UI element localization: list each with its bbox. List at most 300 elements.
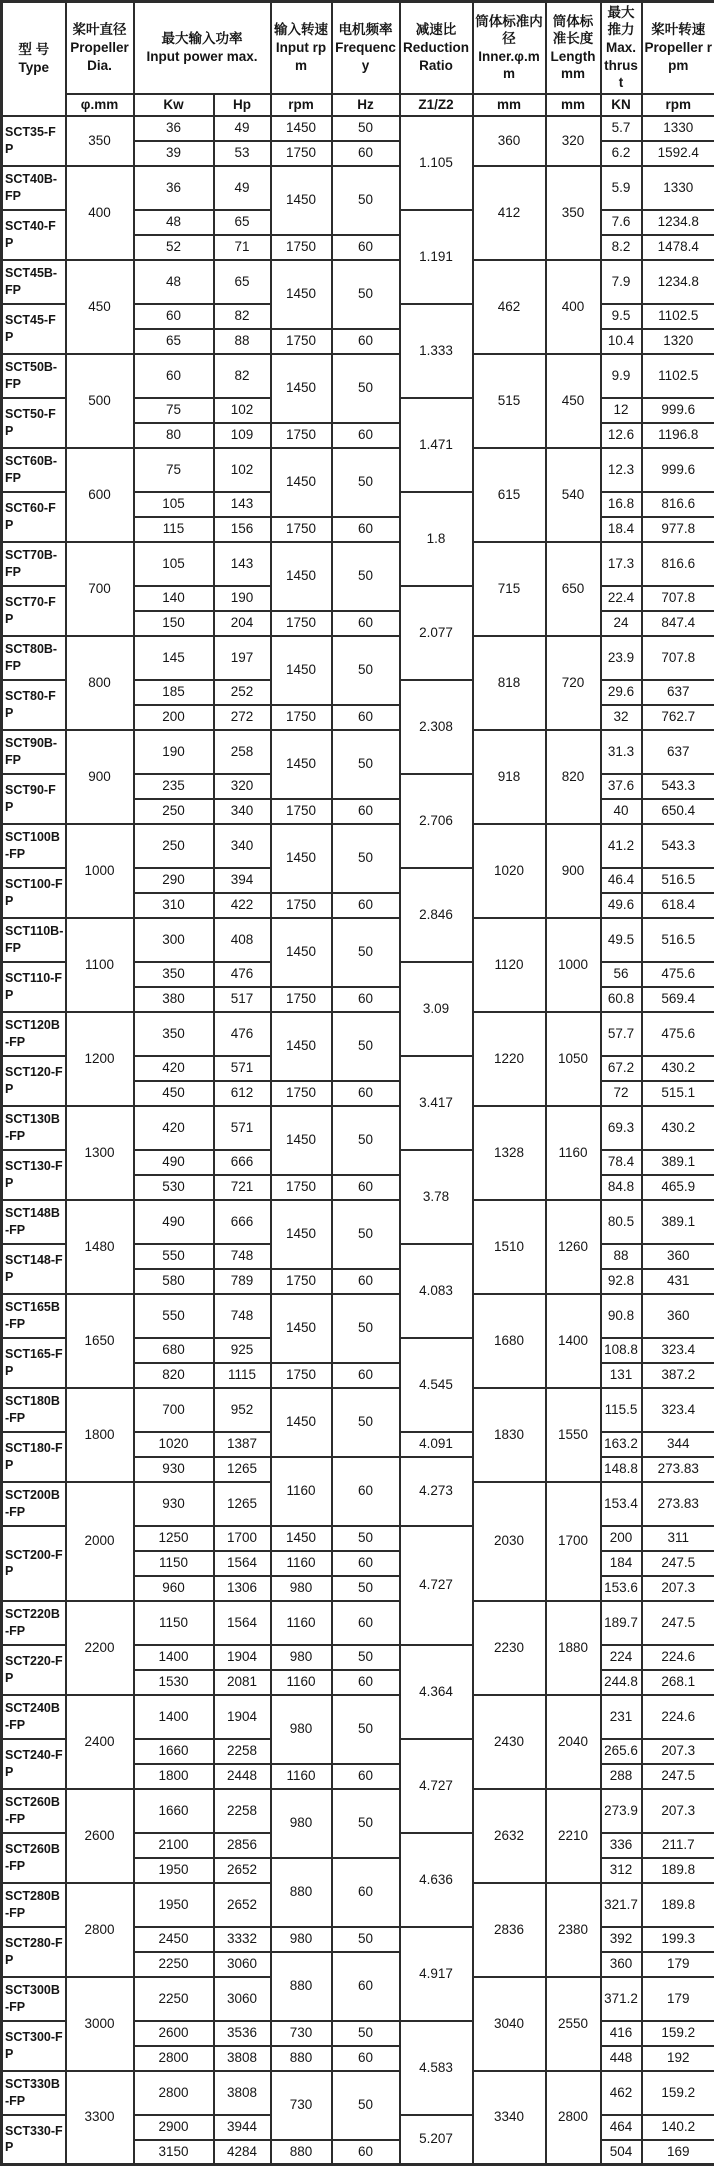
- cell-kn: 40: [601, 799, 642, 824]
- cell-rpm: 1160: [271, 1457, 332, 1526]
- cell-hz: 60: [332, 1081, 400, 1106]
- col-header-input-rpm-zh: 输入转速: [274, 22, 329, 38]
- cell-kw: 250: [134, 824, 214, 868]
- cell-dia: 1650: [66, 1294, 134, 1388]
- cell-hp: 2652: [214, 1858, 271, 1883]
- col-header-dia-en: Propeller Dia.: [70, 39, 129, 73]
- cell-hz: 50: [332, 1388, 400, 1457]
- unit-input-rpm: rpm: [271, 94, 332, 116]
- table-row: [2, 542, 714, 586]
- cell-pr: 543.3: [642, 824, 714, 868]
- cell-rpm: 1450: [271, 1526, 332, 1551]
- cell-hz: 50: [332, 116, 400, 141]
- cell-hz: 50: [332, 1106, 400, 1175]
- cell-inner: 1830: [473, 1388, 546, 1482]
- cell-inner: 2632: [473, 1789, 546, 1883]
- cell-kn: 72: [601, 1081, 642, 1106]
- cell-hp: 476: [214, 1012, 271, 1056]
- cell-pr: 247.5: [642, 1764, 714, 1789]
- cell-pr: 268.1: [642, 1670, 714, 1695]
- cell-dia: 2200: [66, 1601, 134, 1695]
- cell-rpm: 1750: [271, 235, 332, 260]
- cell-kn: 371.2: [601, 1977, 642, 2021]
- cell-kw: 235: [134, 774, 214, 799]
- cell-dia: 800: [66, 636, 134, 730]
- col-header-prop-rpm-zh: 桨叶转速: [651, 22, 706, 38]
- col-header-ratio-en: Reduction Ratio: [403, 39, 470, 73]
- cell-hp: 82: [214, 304, 271, 329]
- cell-hp: 571: [214, 1056, 271, 1081]
- cell-hp: 2856: [214, 1833, 271, 1858]
- table-row: [2, 1106, 714, 1150]
- cell-rpm: 1450: [271, 636, 332, 705]
- cell-hp: 2448: [214, 1764, 271, 1789]
- cell-pr: 569.4: [642, 987, 714, 1012]
- cell-type: SCT180-FP: [2, 1432, 66, 1482]
- cell-kn: 60.8: [601, 987, 642, 1012]
- cell-pr: 273.83: [642, 1482, 714, 1526]
- cell-dia: 1000: [66, 824, 134, 918]
- cell-kn: 131: [601, 1363, 642, 1388]
- table-row: [2, 824, 714, 868]
- cell-hp: 408: [214, 918, 271, 962]
- cell-len: 900: [546, 824, 601, 918]
- cell-hp: 252: [214, 680, 271, 705]
- cell-kw: 150: [134, 611, 214, 636]
- cell-kn: 49.5: [601, 918, 642, 962]
- cell-kw: 1800: [134, 1764, 214, 1789]
- cell-kn: 231: [601, 1695, 642, 1739]
- cell-type: SCT120-FP: [2, 1056, 66, 1106]
- cell-hz: 60: [332, 1551, 400, 1576]
- cell-kn: 49.6: [601, 893, 642, 918]
- cell-hz: 50: [332, 260, 400, 329]
- cell-inner: 3040: [473, 1977, 546, 2071]
- cell-hz: 50: [332, 2071, 400, 2140]
- cell-kn: 153.4: [601, 1482, 642, 1526]
- table-row: [2, 166, 714, 210]
- cell-kw: 75: [134, 398, 214, 423]
- cell-kn: 29.6: [601, 680, 642, 705]
- cell-inner: 3340: [473, 2071, 546, 2165]
- cell-hp: 102: [214, 448, 271, 492]
- cell-kw: 60: [134, 304, 214, 329]
- table-row: [2, 636, 714, 680]
- cell-rpm: 1160: [271, 1764, 332, 1789]
- cell-kn: 108.8: [601, 1338, 642, 1363]
- cell-dia: 450: [66, 260, 134, 354]
- cell-type: SCT45-FP: [2, 304, 66, 354]
- cell-kw: 2800: [134, 2071, 214, 2115]
- cell-hp: 748: [214, 1244, 271, 1269]
- cell-type: SCT300B-FP: [2, 1977, 66, 2021]
- cell-inner: 1120: [473, 918, 546, 1012]
- cell-kw: 350: [134, 1012, 214, 1056]
- cell-inner: 2836: [473, 1883, 546, 1977]
- cell-kw: 1250: [134, 1526, 214, 1551]
- cell-kn: 5.9: [601, 166, 642, 210]
- cell-hz: 60: [332, 799, 400, 824]
- cell-pr: 389.1: [642, 1200, 714, 1244]
- cell-hz: 50: [332, 1927, 400, 1952]
- cell-rpm: 1450: [271, 166, 332, 235]
- cell-rpm: 880: [271, 2140, 332, 2165]
- cell-kw: 300: [134, 918, 214, 962]
- table-row: [2, 116, 714, 141]
- cell-type: SCT330-FP: [2, 2115, 66, 2165]
- unit-prop-rpm: rpm: [642, 94, 714, 116]
- cell-kn: 37.6: [601, 774, 642, 799]
- cell-ratio: 4.583: [400, 2021, 473, 2115]
- cell-len: 1160: [546, 1106, 601, 1200]
- cell-kn: 163.2: [601, 1432, 642, 1457]
- cell-ratio: 1.471: [400, 398, 473, 492]
- cell-hp: 3808: [214, 2046, 271, 2071]
- cell-hz: 60: [332, 329, 400, 354]
- cell-type: SCT240B-FP: [2, 1695, 66, 1739]
- cell-kn: 462: [601, 2071, 642, 2115]
- cell-inner: 2230: [473, 1601, 546, 1695]
- unit-dia: φ.mm: [66, 94, 134, 116]
- cell-kn: 224: [601, 1645, 642, 1670]
- cell-pr: 224.6: [642, 1695, 714, 1739]
- cell-kn: 9.5: [601, 304, 642, 329]
- cell-type: SCT80B-FP: [2, 636, 66, 680]
- unit-thrust: KN: [601, 94, 642, 116]
- cell-kw: 680: [134, 1338, 214, 1363]
- cell-pr: 1592.4: [642, 141, 714, 166]
- cell-pr: 189.8: [642, 1883, 714, 1927]
- cell-hz: 50: [332, 1012, 400, 1081]
- cell-hp: 3808: [214, 2071, 271, 2115]
- cell-type: SCT165B-FP: [2, 1294, 66, 1338]
- cell-kn: 448: [601, 2046, 642, 2071]
- col-header-inner-dia-en: Inner.φ.mm: [478, 48, 540, 82]
- cell-len: 1700: [546, 1482, 601, 1601]
- header-row-main: [2, 2, 714, 94]
- cell-type: SCT280B-FP: [2, 1883, 66, 1927]
- cell-pr: 140.2: [642, 2115, 714, 2140]
- cell-kn: 56: [601, 962, 642, 987]
- cell-hz: 60: [332, 423, 400, 448]
- cell-pr: 430.2: [642, 1056, 714, 1081]
- cell-dia: 1800: [66, 1388, 134, 1482]
- cell-kw: 1660: [134, 1789, 214, 1833]
- cell-type: SCT280-FP: [2, 1927, 66, 1977]
- cell-kn: 32: [601, 705, 642, 730]
- cell-kw: 420: [134, 1056, 214, 1081]
- spec-table-header: [2, 2, 714, 116]
- cell-kw: 48: [134, 260, 214, 304]
- cell-rpm: 1450: [271, 918, 332, 987]
- cell-pr: 323.4: [642, 1388, 714, 1432]
- cell-hp: 320: [214, 774, 271, 799]
- cell-hz: 60: [332, 2140, 400, 2165]
- cell-type: SCT260B-FP: [2, 1833, 66, 1883]
- cell-kn: 288: [601, 1764, 642, 1789]
- cell-kw: 2450: [134, 1927, 214, 1952]
- cell-type: SCT165-FP: [2, 1338, 66, 1388]
- cell-rpm: 1160: [271, 1670, 332, 1695]
- cell-hp: 3944: [214, 2115, 271, 2140]
- col-header-input-rpm: [271, 2, 332, 94]
- cell-hp: 197: [214, 636, 271, 680]
- cell-len: 820: [546, 730, 601, 824]
- cell-ratio: 1.333: [400, 304, 473, 398]
- cell-type: SCT330B-FP: [2, 2071, 66, 2115]
- cell-kn: 5.7: [601, 116, 642, 141]
- cell-ratio: 4.364: [400, 1645, 473, 1739]
- cell-hz: 60: [332, 1363, 400, 1388]
- cell-inner: 2030: [473, 1482, 546, 1601]
- cell-hp: 2652: [214, 1883, 271, 1927]
- col-header-thrust-zh: 最大推力: [607, 4, 635, 38]
- cell-hp: 748: [214, 1294, 271, 1338]
- cell-pr: 847.4: [642, 611, 714, 636]
- cell-len: 2040: [546, 1695, 601, 1789]
- cell-kn: 8.2: [601, 235, 642, 260]
- cell-hp: 517: [214, 987, 271, 1012]
- cell-hp: 1115: [214, 1363, 271, 1388]
- cell-pr: 618.4: [642, 893, 714, 918]
- cell-rpm: 1450: [271, 448, 332, 517]
- cell-len: 2550: [546, 1977, 601, 2071]
- cell-len: 400: [546, 260, 601, 354]
- cell-pr: 247.5: [642, 1601, 714, 1645]
- cell-rpm: 1750: [271, 611, 332, 636]
- cell-rpm: 1450: [271, 260, 332, 329]
- cell-hp: 156: [214, 517, 271, 542]
- cell-ratio: 3.09: [400, 962, 473, 1056]
- cell-rpm: 1450: [271, 1294, 332, 1363]
- cell-type: SCT50-FP: [2, 398, 66, 448]
- cell-kn: 78.4: [601, 1150, 642, 1175]
- cell-ratio: 4.727: [400, 1526, 473, 1645]
- cell-kw: 190: [134, 730, 214, 774]
- cell-kn: 184: [601, 1551, 642, 1576]
- cell-hz: 60: [332, 1269, 400, 1294]
- cell-hz: 50: [332, 824, 400, 893]
- cell-kn: 90.8: [601, 1294, 642, 1338]
- cell-rpm: 1450: [271, 1200, 332, 1269]
- cell-pr: 543.3: [642, 774, 714, 799]
- cell-inner: 360: [473, 116, 546, 166]
- cell-ratio: 5.207: [400, 2115, 473, 2165]
- cell-hp: 2081: [214, 1670, 271, 1695]
- cell-type: SCT200-FP: [2, 1526, 66, 1601]
- cell-kw: 105: [134, 492, 214, 517]
- cell-hp: 1904: [214, 1695, 271, 1739]
- cell-ratio: 4.917: [400, 1927, 473, 2021]
- cell-type: SCT60-FP: [2, 492, 66, 542]
- cell-kn: 12: [601, 398, 642, 423]
- cell-kw: 1400: [134, 1645, 214, 1670]
- cell-len: 1050: [546, 1012, 601, 1106]
- header-row-units: [2, 94, 714, 116]
- cell-pr: 516.5: [642, 918, 714, 962]
- cell-kn: 16.8: [601, 492, 642, 517]
- col-header-inner-dia: [473, 2, 546, 94]
- cell-pr: 192: [642, 2046, 714, 2071]
- cell-pr: 159.2: [642, 2021, 714, 2046]
- cell-hz: 50: [332, 1526, 400, 1551]
- cell-hz: 60: [332, 235, 400, 260]
- spec-table-body: [2, 116, 714, 2165]
- cell-pr: 465.9: [642, 1175, 714, 1200]
- cell-type: SCT130-FP: [2, 1150, 66, 1200]
- cell-type: SCT300-FP: [2, 2021, 66, 2071]
- cell-rpm: 1450: [271, 824, 332, 893]
- cell-pr: 207.3: [642, 1789, 714, 1833]
- cell-kw: 820: [134, 1363, 214, 1388]
- cell-hp: 143: [214, 492, 271, 517]
- cell-rpm: 1750: [271, 329, 332, 354]
- cell-ratio: 3.78: [400, 1150, 473, 1244]
- cell-type: SCT70-FP: [2, 586, 66, 636]
- cell-rpm: 1450: [271, 1012, 332, 1081]
- cell-type: SCT45B-FP: [2, 260, 66, 304]
- cell-rpm: 1450: [271, 542, 332, 611]
- cell-kw: 450: [134, 1081, 214, 1106]
- cell-rpm: 880: [271, 1952, 332, 2021]
- cell-type: SCT35-FP: [2, 116, 66, 166]
- col-header-ratio-zh: 减速比: [415, 22, 457, 38]
- cell-type: SCT50B-FP: [2, 354, 66, 398]
- cell-hz: 50: [332, 2021, 400, 2046]
- cell-rpm: 1450: [271, 116, 332, 141]
- unit-kw: Kw: [134, 94, 214, 116]
- cell-hp: 340: [214, 799, 271, 824]
- cell-kn: 18.4: [601, 517, 642, 542]
- cell-len: 1550: [546, 1388, 601, 1482]
- unit-hz: Hz: [332, 94, 400, 116]
- cell-dia: 900: [66, 730, 134, 824]
- cell-len: 320: [546, 116, 601, 166]
- cell-kn: 189.7: [601, 1601, 642, 1645]
- cell-hp: 109: [214, 423, 271, 448]
- cell-hp: 571: [214, 1106, 271, 1150]
- cell-kn: 24: [601, 611, 642, 636]
- cell-hp: 82: [214, 354, 271, 398]
- cell-kn: 41.2: [601, 824, 642, 868]
- cell-inner: 918: [473, 730, 546, 824]
- col-header-type: [2, 2, 66, 116]
- cell-type: SCT120B-FP: [2, 1012, 66, 1056]
- cell-hp: 1700: [214, 1526, 271, 1551]
- cell-dia: 3300: [66, 2071, 134, 2165]
- table-row: [2, 354, 714, 398]
- cell-pr: 1320: [642, 329, 714, 354]
- cell-pr: 1234.8: [642, 210, 714, 235]
- cell-kw: 1150: [134, 1601, 214, 1645]
- cell-hp: 65: [214, 260, 271, 304]
- cell-dia: 2800: [66, 1883, 134, 1977]
- cell-kw: 52: [134, 235, 214, 260]
- cell-type: SCT90-FP: [2, 774, 66, 824]
- cell-type: SCT110B-FP: [2, 918, 66, 962]
- unit-ratio: Z1/Z2: [400, 94, 473, 116]
- cell-inner: 615: [473, 448, 546, 542]
- cell-pr: 207.3: [642, 1739, 714, 1764]
- cell-pr: 999.6: [642, 448, 714, 492]
- cell-kw: 2250: [134, 1952, 214, 1977]
- cell-kw: 80: [134, 423, 214, 448]
- cell-pr: 179: [642, 1952, 714, 1977]
- cell-dia: 2400: [66, 1695, 134, 1789]
- cell-type: SCT148B-FP: [2, 1200, 66, 1244]
- cell-hp: 340: [214, 824, 271, 868]
- cell-hz: 60: [332, 1601, 400, 1645]
- cell-kw: 550: [134, 1244, 214, 1269]
- cell-kw: 1950: [134, 1883, 214, 1927]
- col-header-dia-zh: 桨叶直径: [72, 22, 127, 38]
- cell-rpm: 1750: [271, 517, 332, 542]
- cell-hp: 143: [214, 542, 271, 586]
- cell-hp: 394: [214, 868, 271, 893]
- cell-hp: 1564: [214, 1551, 271, 1576]
- cell-kn: 31.3: [601, 730, 642, 774]
- cell-hp: 612: [214, 1081, 271, 1106]
- cell-rpm: 980: [271, 1645, 332, 1670]
- cell-pr: 273.83: [642, 1457, 714, 1482]
- cell-pr: 1330: [642, 116, 714, 141]
- cell-kn: 69.3: [601, 1106, 642, 1150]
- cell-pr: 475.6: [642, 962, 714, 987]
- cell-pr: 169: [642, 2140, 714, 2165]
- cell-dia: 700: [66, 542, 134, 636]
- cell-kw: 36: [134, 116, 214, 141]
- cell-hz: 60: [332, 1858, 400, 1927]
- cell-type: SCT60B-FP: [2, 448, 66, 492]
- cell-hp: 258: [214, 730, 271, 774]
- cell-pr: 475.6: [642, 1012, 714, 1056]
- cell-hz: 60: [332, 611, 400, 636]
- cell-dia: 3000: [66, 1977, 134, 2071]
- cell-rpm: 1750: [271, 141, 332, 166]
- cell-kw: 3150: [134, 2140, 214, 2165]
- cell-rpm: 1750: [271, 1175, 332, 1200]
- cell-kn: 10.4: [601, 329, 642, 354]
- cell-kw: 310: [134, 893, 214, 918]
- cell-inner: 1328: [473, 1106, 546, 1200]
- cell-kn: 12.6: [601, 423, 642, 448]
- cell-hz: 60: [332, 1670, 400, 1695]
- cell-hz: 60: [332, 705, 400, 730]
- cell-pr: 189.8: [642, 1858, 714, 1883]
- cell-hz: 60: [332, 893, 400, 918]
- cell-ratio: 2.706: [400, 774, 473, 868]
- cell-hz: 60: [332, 141, 400, 166]
- cell-ratio: 4.273: [400, 1457, 473, 1526]
- cell-hp: 272: [214, 705, 271, 730]
- cell-ratio: 4.083: [400, 1244, 473, 1338]
- cell-kn: 7.6: [601, 210, 642, 235]
- cell-inner: 515: [473, 354, 546, 448]
- unit-hp: Hp: [214, 94, 271, 116]
- cell-len: 1000: [546, 918, 601, 1012]
- cell-hz: 60: [332, 987, 400, 1012]
- cell-inner: 1220: [473, 1012, 546, 1106]
- cell-type: SCT90B-FP: [2, 730, 66, 774]
- cell-rpm: 880: [271, 1858, 332, 1927]
- cell-hz: 50: [332, 1645, 400, 1670]
- cell-pr: 762.7: [642, 705, 714, 730]
- cell-pr: 977.8: [642, 517, 714, 542]
- cell-pr: 1102.5: [642, 354, 714, 398]
- cell-hp: 88: [214, 329, 271, 354]
- cell-len: 350: [546, 166, 601, 260]
- cell-kw: 530: [134, 1175, 214, 1200]
